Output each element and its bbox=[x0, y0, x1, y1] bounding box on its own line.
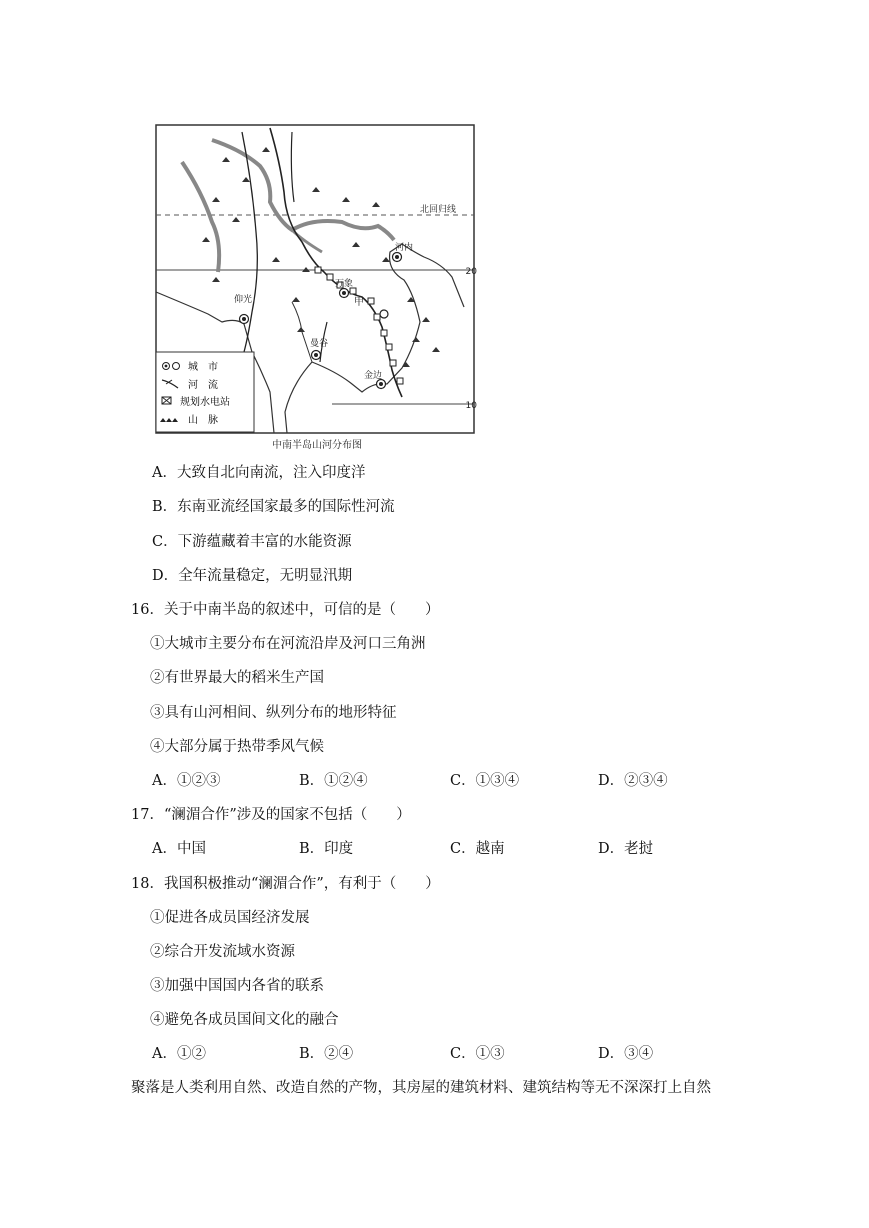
city-label-yangon: 仰光 bbox=[234, 295, 253, 305]
map-legend bbox=[156, 352, 254, 432]
legend-label-dam: 规划水电站 bbox=[180, 397, 230, 408]
q18-option-a: A．①② bbox=[152, 1046, 206, 1062]
q16-item-3: ③具有山河相间、纵列分布的地形特征 bbox=[150, 705, 397, 721]
lat-20-label: 20 bbox=[465, 267, 477, 277]
q17-option-d: D．老挝 bbox=[598, 841, 654, 857]
q18-item-1: ①促进各成员国经济发展 bbox=[150, 910, 310, 926]
q18-option-c: C．①③ bbox=[450, 1046, 505, 1062]
lat-10-label: 10 bbox=[465, 401, 477, 411]
q16-item-2: ②有世界最大的稻米生产国 bbox=[150, 670, 324, 686]
q16-option-d: D．②③④ bbox=[598, 773, 668, 789]
q17-stem: 17．“澜湄合作”涉及的国家不包括（ ） bbox=[131, 807, 411, 823]
q18-item-4: ④避免各成员国间文化的融合 bbox=[150, 1012, 339, 1028]
q16-option-a: A．①②③ bbox=[152, 773, 221, 789]
city-label-phnompenh: 金边 bbox=[364, 371, 383, 381]
q16-option-c: C．①③④ bbox=[450, 773, 520, 789]
tropic-label: 北回归线 bbox=[420, 205, 457, 215]
q17-option-a: A．中国 bbox=[152, 841, 206, 857]
q16-stem: 16．关于中南半岛的叙述中，可信的是（ ） bbox=[131, 602, 440, 618]
closing-paragraph: 聚落是人类利用自然、改造自然的产物，其房屋的建筑材料、建筑结构等无不深深打上自然 bbox=[131, 1080, 711, 1096]
q15-option-d: D．全年流量稳定，无明显汛期 bbox=[152, 568, 353, 584]
legend-label-mountain: 山 脉 bbox=[188, 415, 218, 426]
city-label-vientiane: 万象 bbox=[335, 279, 354, 289]
dam-symbol-icon bbox=[162, 397, 171, 404]
q17-option-c: C．越南 bbox=[450, 841, 505, 857]
q18-item-3: ③加强中国国内各省的联系 bbox=[150, 978, 324, 994]
map-caption: 中南半岛山河分布图 bbox=[272, 440, 362, 451]
legend-label-city: 城 市 bbox=[188, 362, 218, 373]
q15-option-b: B．东南亚流经国家最多的国际性河流 bbox=[152, 499, 395, 515]
q18-stem: 18．我国积极推动“澜湄合作”，有利于（ ） bbox=[131, 876, 440, 892]
q15-option-a: A．大致自北向南流，注入印度洋 bbox=[152, 465, 366, 481]
q17-option-b: B．印度 bbox=[299, 841, 354, 857]
city-label-hanoi: 河内 bbox=[395, 243, 414, 253]
q15-option-c: C．下游蕴藏着丰富的水能资源 bbox=[152, 534, 352, 550]
legend-label-river: 河 流 bbox=[188, 380, 218, 391]
indochina-map-figure bbox=[152, 122, 482, 454]
q18-item-2: ②综合开发流域水资源 bbox=[150, 944, 295, 960]
q18-option-b: B．②④ bbox=[299, 1046, 354, 1062]
q18-option-d: D．③④ bbox=[598, 1046, 654, 1062]
city-label-bangkok: 曼谷 bbox=[310, 339, 329, 349]
q16-item-1: ①大城市主要分布在河流沿岸及河口三角洲 bbox=[150, 636, 426, 652]
q16-option-b: B．①②④ bbox=[299, 773, 368, 789]
q16-item-4: ④大部分属于热带季风气候 bbox=[150, 739, 324, 755]
point-label-jia: 甲 bbox=[354, 297, 364, 308]
mountain-symbol-icon bbox=[160, 418, 178, 422]
